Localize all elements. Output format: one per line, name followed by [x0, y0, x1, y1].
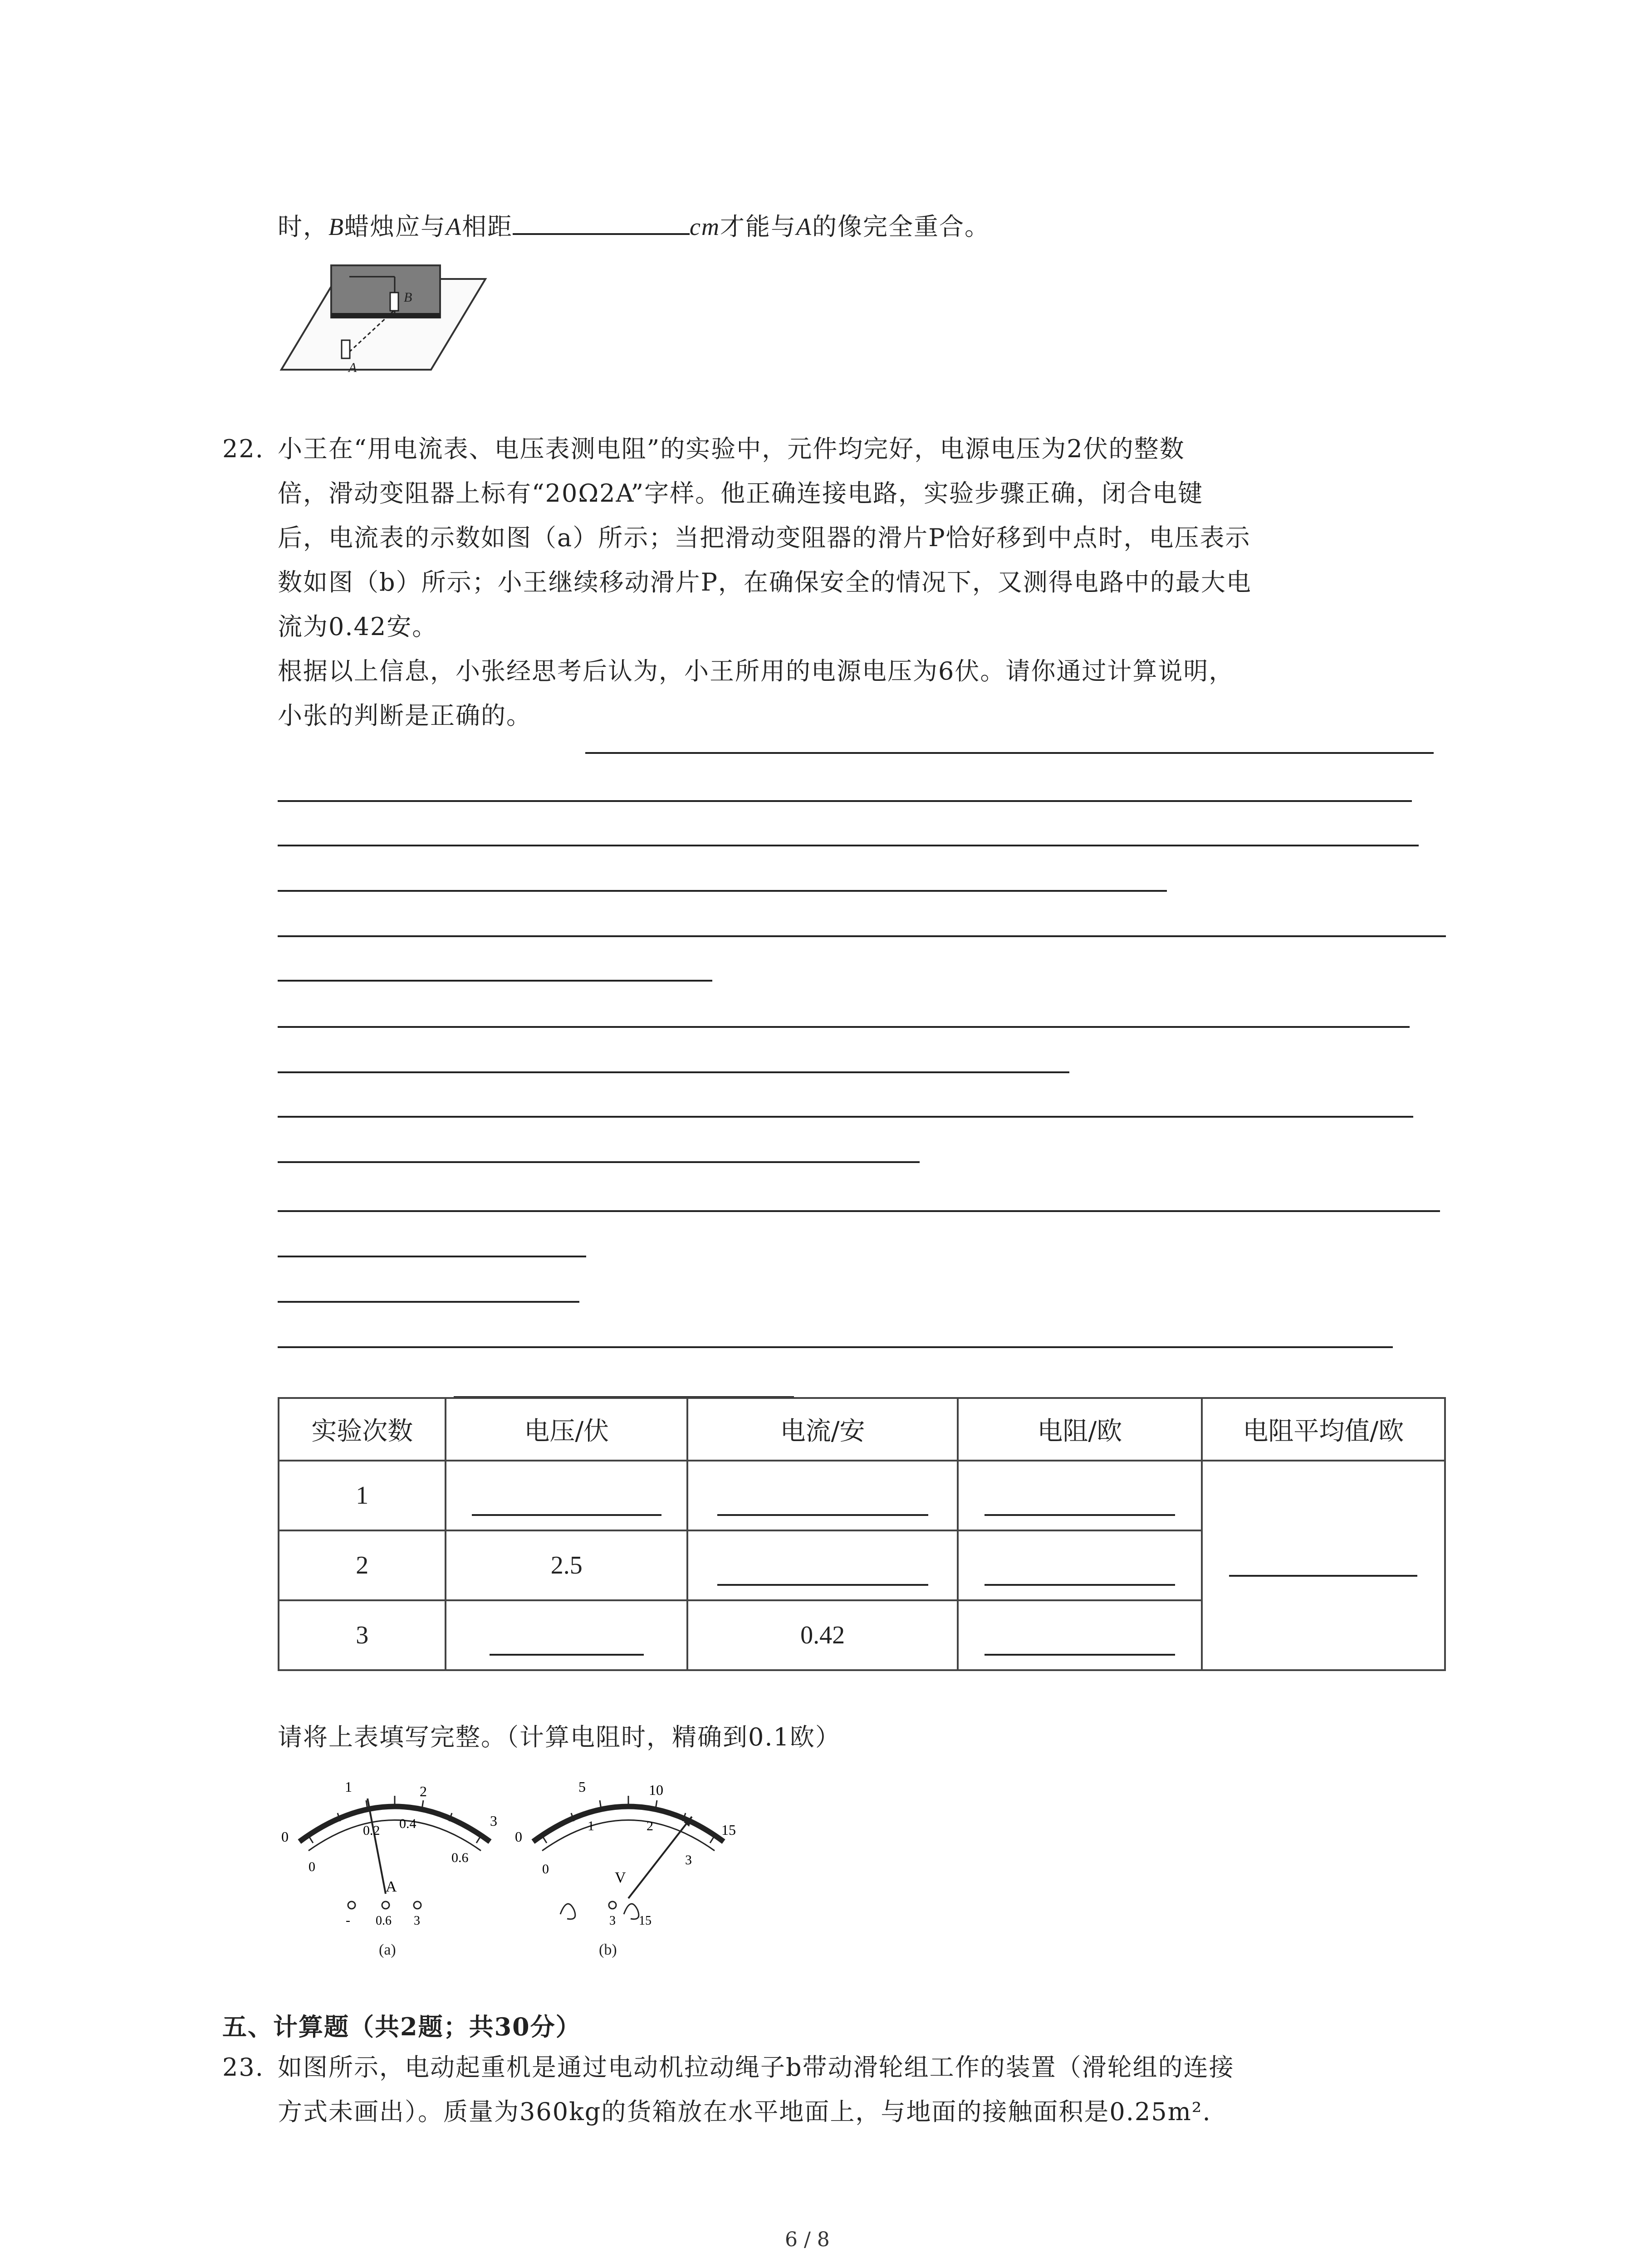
ammeter-tick: 2 [420, 1783, 427, 1799]
table-instruction: 请将上表填写完整。（计算电阻时，精确到0.1欧） [278, 1723, 841, 1751]
answer-line[interactable] [585, 752, 1434, 754]
q22-line-4: 数如图（b）所示；小王继续移动滑片P，在确保安全的情况下，又测得电路中的最大电 [278, 568, 1252, 596]
average-resistance-cell[interactable] [1202, 1461, 1445, 1670]
current-cell: 0.42 [687, 1600, 958, 1670]
ammeter-tick: 1 [345, 1779, 352, 1795]
current-cell[interactable] [687, 1461, 958, 1530]
q22-line-7: 小张的判断是正确的。 [278, 701, 532, 730]
ammeter-symbol: A [386, 1878, 397, 1895]
ammeter-terminal: 0.6 [376, 1914, 392, 1928]
voltmeter-figure [510, 1762, 746, 1939]
q22-line-3: 后，电流表的示数如图（a）所示；当把滑动变阻器的滑片P恰好移到中点时，电压表示 [278, 523, 1251, 552]
resistance-cell[interactable] [958, 1530, 1201, 1600]
ammeter-tick: 0.4 [399, 1816, 416, 1831]
table-header: 电流/安 [687, 1398, 958, 1461]
voltmeter-tick: 3 [685, 1853, 692, 1867]
voltmeter-tick: 10 [649, 1782, 663, 1798]
answer-line[interactable] [278, 1210, 1440, 1212]
answer-line[interactable] [278, 1116, 1413, 1118]
table-header: 电阻平均值/欧 [1202, 1398, 1445, 1461]
voltmeter-caption: (b) [599, 1941, 617, 1958]
trial-number: 3 [279, 1600, 446, 1670]
page-number: 6 / 8 [785, 2228, 830, 2251]
voltmeter-tick: 1 [588, 1818, 594, 1833]
table-header: 电压/伏 [446, 1398, 687, 1461]
trial-number: 1 [279, 1461, 446, 1530]
q22-line-1: 小王在“用电流表、电压表测电阻”的实验中，元件均完好，电源电压为2伏的整数 [278, 435, 1185, 463]
answer-line[interactable] [278, 980, 712, 982]
ammeter-caption: (a) [379, 1941, 396, 1958]
voltmeter-terminal: 15 [639, 1914, 652, 1928]
q22-number: 22. [222, 435, 264, 463]
answer-line[interactable] [278, 1301, 579, 1303]
q23-number: 23. [222, 2053, 264, 2082]
resistance-cell[interactable] [958, 1600, 1201, 1670]
ammeter-tick: 0 [281, 1828, 289, 1845]
answer-line[interactable] [278, 1346, 1393, 1348]
q21-mirror-figure [277, 261, 490, 379]
answer-line[interactable] [278, 1026, 1410, 1028]
table-header: 电阻/欧 [958, 1398, 1201, 1461]
voltage-cell: 2.5 [446, 1530, 687, 1600]
q23-line-2: 方式未画出）。质量为360kg的货箱放在水平地面上，与地面的接触面积是0.25m². [278, 2097, 1211, 2126]
voltage-cell[interactable] [446, 1600, 687, 1670]
q22-line-2: 倍，滑动变阻器上标有“20Ω2A”字样。他正确连接电路，实验步骤正确，闭合电键 [278, 479, 1204, 508]
q22-line-6: 根据以上信息，小张经思考后认为，小王所用的电源电压为6伏。请你通过计算说明， [278, 657, 1234, 685]
ammeter-terminal: 3 [414, 1914, 420, 1928]
answer-line[interactable] [278, 1256, 586, 1257]
ammeter-figure [277, 1762, 513, 1939]
current-cell[interactable] [687, 1530, 958, 1600]
figure-label-a: A [348, 360, 357, 375]
q21-tail-line: 时，B蜡烛应与A相距 cm才能与A的像完全重合。 [278, 205, 990, 249]
ammeter-terminal: - [346, 1913, 350, 1928]
section-title: 五、计算题（共2题；共30分） [222, 2012, 581, 2041]
figure-label-b: B [404, 290, 412, 305]
voltmeter-symbol: V [615, 1869, 626, 1886]
answer-line[interactable] [278, 1071, 1069, 1073]
ammeter-tick: 0.6 [451, 1850, 469, 1865]
table-header: 实验次数 [279, 1398, 446, 1461]
table-row [279, 1461, 1445, 1530]
q22-line-5: 流为0.42安。 [278, 612, 438, 641]
voltmeter-tick: 2 [647, 1818, 653, 1833]
resistance-cell[interactable] [958, 1461, 1201, 1530]
trial-number: 2 [279, 1530, 446, 1600]
answer-line[interactable] [278, 935, 1446, 937]
answer-line[interactable] [278, 1161, 920, 1163]
voltmeter-tick: 0 [515, 1828, 522, 1845]
ammeter-tick: 0.2 [363, 1823, 380, 1838]
q23-line-1: 如图所示，电动起重机是通过电动机拉动绳子b带动滑轮组工作的装置（滑轮组的连接 [278, 2053, 1234, 2082]
ammeter-tick: 3 [490, 1813, 497, 1829]
answer-line[interactable] [278, 845, 1419, 846]
answer-line[interactable] [278, 890, 1167, 892]
ammeter-tick: 0 [309, 1859, 315, 1874]
data-table [278, 1397, 1446, 1671]
voltmeter-tick: 0 [542, 1862, 549, 1877]
voltage-cell[interactable] [446, 1461, 687, 1530]
q21-answer-blank[interactable] [513, 208, 690, 235]
answer-line[interactable] [278, 800, 1412, 802]
voltmeter-tick: 5 [578, 1779, 586, 1795]
voltmeter-tick: 15 [721, 1822, 736, 1838]
voltmeter-terminal: 3 [609, 1914, 616, 1928]
